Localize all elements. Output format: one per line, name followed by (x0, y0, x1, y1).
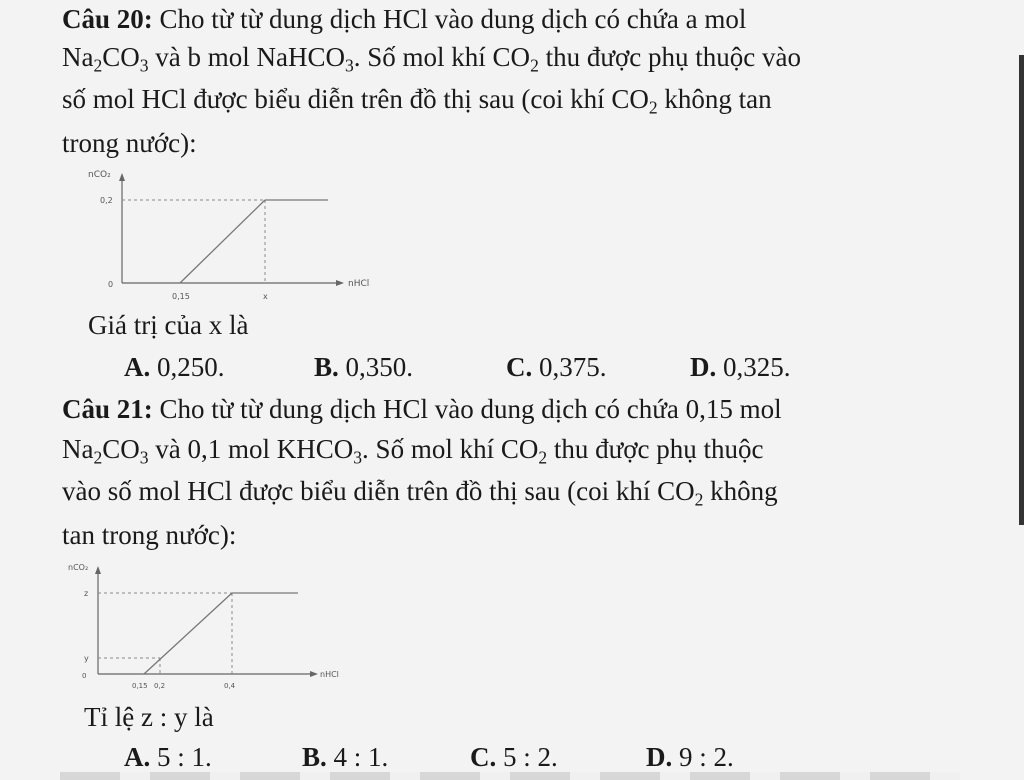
q21-line-4: tan trong nước): (62, 520, 237, 550)
q21-option-b[interactable]: B. 4 : 1. (302, 742, 389, 772)
q21-x-tick-3: 0,4 (224, 682, 236, 690)
q21-option-c[interactable]: C. 5 : 2. (470, 742, 558, 772)
q20-option-c[interactable]: C. 0,375. (506, 352, 607, 382)
q20-origin: 0 (108, 280, 114, 289)
q20-x-tick-1: 0,15 (172, 292, 190, 301)
q20-option-d[interactable]: D. 0,325. (690, 352, 791, 382)
q20-xlabel: nHCl (348, 279, 370, 289)
q21-y-tick-y: y (84, 654, 89, 663)
q21-line-2: $Na_2CO_3$ và 0,1 mol $KHCO_3$. Số mol khí $CO_2$ thu được phụ thuộc (62, 434, 764, 468)
q20-option-a[interactable]: A. 0,250. (124, 352, 225, 382)
q21-rising-line (144, 593, 232, 674)
q20-option-b[interactable]: B. 0,350. (314, 352, 414, 382)
q21-option-d[interactable]: D. 9 : 2. (646, 742, 734, 772)
q21-option-a[interactable]: A. 5 : 1. (124, 742, 212, 772)
q20-line-2: $Na_2CO_3$ và b mol NaHCO$_3$. Số mol khí $CO_2$ thu được phụ thuộc vào (62, 42, 801, 76)
q20-y-tick: 0,2 (100, 196, 113, 205)
q21-ylabel: nCO₂ (68, 563, 89, 572)
q20-line-4: trong nước): (62, 128, 197, 158)
q21-question: Tỉ lệ z : y là (84, 702, 214, 732)
q21-y-tick-z: z (84, 589, 89, 598)
q20-label: Câu 20: (62, 4, 153, 34)
q20-line-1: Câu 20: Cho từ từ dung dịch HCl vào dung dịch có chứa a mol (62, 4, 747, 34)
q20-question: Giá trị của x là (88, 310, 249, 340)
q20-x-tick-2: x (263, 292, 268, 301)
q20-rising-line (180, 200, 265, 283)
q20-ylabel: nCO₂ (88, 170, 111, 180)
q21-line-3: vào số mol HCl được biểu diễn trên đồ thị sau (coi khí $CO_2$ không (62, 476, 778, 510)
scrollbar-edge (1019, 55, 1024, 525)
q21-line-1: Câu 21: Cho từ từ dung dịch HCl vào dung dịch có chứa 0,15 mol (62, 394, 782, 424)
q21-graph (62, 558, 362, 703)
q21-x-tick-1: 0,15 (132, 682, 148, 690)
q21-origin: 0 (82, 672, 87, 680)
q20-graph (80, 165, 400, 315)
q21-x-tick-2: 0,2 (154, 682, 166, 690)
q20-line-3: số mol HCl được biểu diễn trên đồ thị sau (coi khí $CO_2$ không tan (62, 84, 772, 118)
q21-xlabel: nHCl (320, 670, 339, 679)
q21-label: Câu 21: (62, 394, 153, 424)
cut-off-next-line (60, 772, 960, 780)
